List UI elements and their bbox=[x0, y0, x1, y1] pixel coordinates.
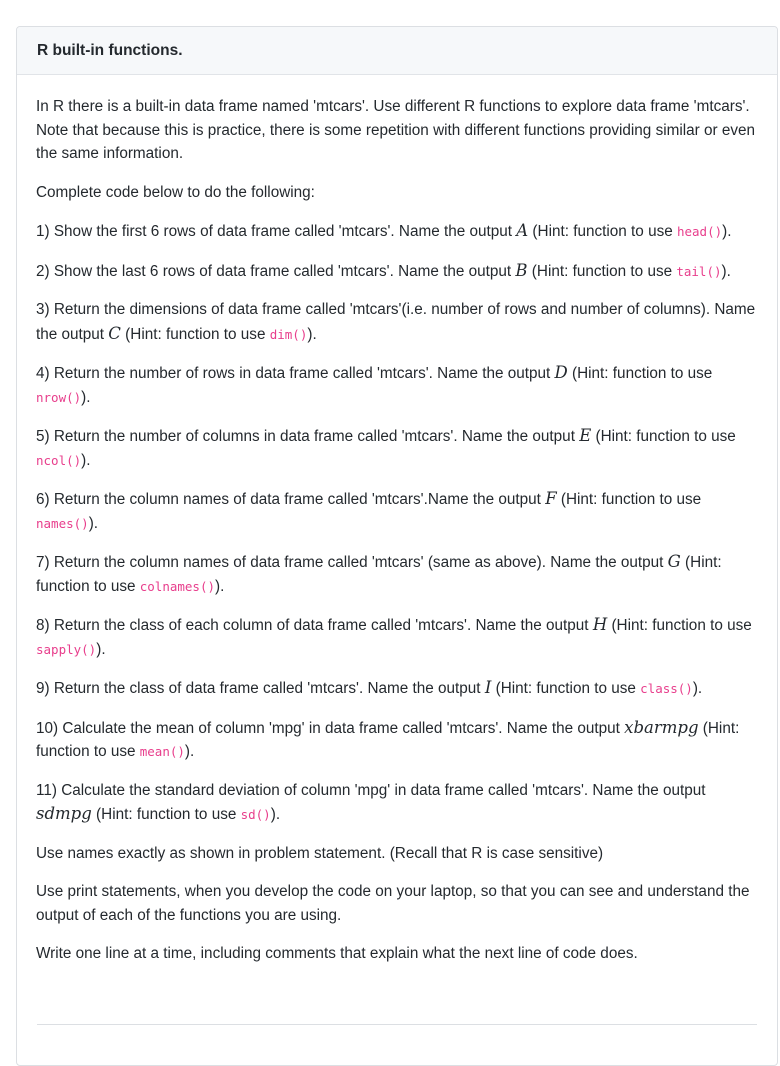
hint-text: (Hint: function to use bbox=[556, 491, 702, 508]
task-text: 2) Show the last 6 rows of data frame called 'mtcars'. Name the output bbox=[36, 262, 516, 280]
output-variable: E bbox=[579, 426, 592, 445]
task-text: 10) Calculate the mean of column 'mpg' in data frame called 'mtcars'. Name the output bbox=[36, 719, 625, 737]
output-variable: I bbox=[484, 678, 492, 697]
output-variable: xbarmpg bbox=[624, 717, 699, 737]
function-code: class() bbox=[640, 681, 693, 696]
hint-text: (Hint: function to use bbox=[607, 617, 752, 634]
hint-text: (Hint: function to use bbox=[491, 680, 641, 697]
function-code: ncol() bbox=[36, 452, 82, 468]
task-text: 6) Return the column names of data frame called 'mtcars'.Name the output bbox=[36, 491, 546, 508]
output-variable: B bbox=[515, 260, 528, 280]
note-one-line: Write one line at a time, including comments that explain what the next line of code does. bbox=[36, 945, 638, 962]
task-end: ). bbox=[307, 325, 317, 343]
problem-statement bbox=[17, 75, 777, 966]
task-end: ). bbox=[692, 680, 703, 697]
task-text: 1) Show the first 6 rows of data frame called 'mtcars'. Name the output bbox=[36, 223, 517, 240]
task-text: 9) Return the class of data frame called 'mtcars'. Name the output bbox=[36, 680, 485, 697]
task-end: ). bbox=[215, 577, 225, 595]
task-item bbox=[36, 259, 758, 284]
task-item bbox=[36, 613, 758, 661]
task-item bbox=[36, 424, 758, 472]
output-variable: C bbox=[108, 323, 121, 343]
task-text: 8) Return the class of each column of data frame called 'mtcars'. Name the output bbox=[36, 617, 593, 634]
output-variable: A bbox=[516, 221, 529, 240]
task-item bbox=[36, 298, 758, 346]
task-end: ). bbox=[184, 743, 195, 760]
function-code: tail() bbox=[676, 263, 722, 279]
output-variable: F bbox=[545, 489, 557, 508]
hint-text: (Hint: function to use bbox=[567, 365, 713, 382]
note-case-sensitive: Use names exactly as shown in problem statement. (Recall that R is case sensitive) bbox=[36, 844, 604, 862]
task-item bbox=[36, 779, 758, 827]
function-code: dim() bbox=[269, 326, 308, 342]
task-item bbox=[36, 219, 758, 244]
function-code: sd() bbox=[240, 807, 271, 822]
task-item bbox=[36, 676, 758, 701]
instructions-lead: Complete code below to do the following: bbox=[36, 183, 315, 201]
output-variable: sdmpg bbox=[36, 804, 92, 823]
problem-card bbox=[16, 26, 778, 1066]
task-list bbox=[36, 219, 758, 827]
task-end: ). bbox=[270, 806, 281, 823]
hint-text: (Hint: function to use bbox=[36, 554, 722, 595]
task-text: 11) Calculate the standard deviation of column 'mpg' in data frame called 'mtcars'. Name the output bbox=[36, 781, 706, 799]
function-code: nrow() bbox=[36, 389, 82, 405]
hint-text: (Hint: function to use bbox=[36, 719, 740, 760]
output-variable: G bbox=[667, 552, 681, 571]
task-end: ). bbox=[81, 388, 91, 406]
task-text: 4) Return the number of rows in data frame called 'mtcars'. Name the output bbox=[36, 365, 555, 382]
task-text: 5) Return the number of columns in data frame called 'mtcars'. Name the output bbox=[36, 428, 580, 445]
note-print-statements: Use print statements, when you develop the code on your laptop, so that you can see and understand the output of each of the functions you are using. bbox=[36, 883, 750, 924]
task-end: ). bbox=[96, 640, 106, 658]
task-end: ). bbox=[81, 451, 91, 469]
divider bbox=[37, 1024, 757, 1025]
hint-text: (Hint: function to use bbox=[120, 325, 270, 343]
task-item bbox=[36, 487, 758, 535]
hint-text: (Hint: function to use bbox=[591, 428, 736, 445]
function-code: sapply() bbox=[36, 641, 97, 657]
task-text: 7) Return the column names of data frame called 'mtcars' (same as above). Name the output bbox=[36, 554, 668, 571]
output-variable: H bbox=[592, 615, 608, 634]
intro-paragraph: In R there is a built-in data frame named 'mtcars'. Use different R functions to explore data frame 'mtcars'. Note that because this is practice, there is some repetition with different functions providing similar or even the same information. bbox=[36, 98, 756, 162]
hint-text: (Hint: function to use bbox=[527, 262, 677, 280]
task-end: ). bbox=[721, 262, 731, 280]
function-code: head() bbox=[676, 224, 723, 239]
function-code: colnames() bbox=[139, 578, 216, 594]
hint-text: (Hint: function to use bbox=[528, 223, 677, 240]
task-item bbox=[36, 550, 758, 598]
output-variable: D bbox=[554, 363, 568, 382]
function-code: mean() bbox=[139, 744, 185, 759]
page-title: R built-in functions. bbox=[37, 42, 183, 59]
task-end: ). bbox=[88, 514, 99, 532]
task-end: ). bbox=[722, 223, 732, 240]
hint-text: (Hint: function to use bbox=[91, 806, 241, 823]
card-header bbox=[17, 27, 777, 75]
task-item bbox=[36, 716, 758, 764]
task-text: 3) Return the dimensions of data frame called 'mtcars'(i.e. number of rows and number of columns). Name the output bbox=[36, 301, 756, 343]
task-item bbox=[36, 361, 758, 409]
function-code: names() bbox=[36, 515, 89, 531]
